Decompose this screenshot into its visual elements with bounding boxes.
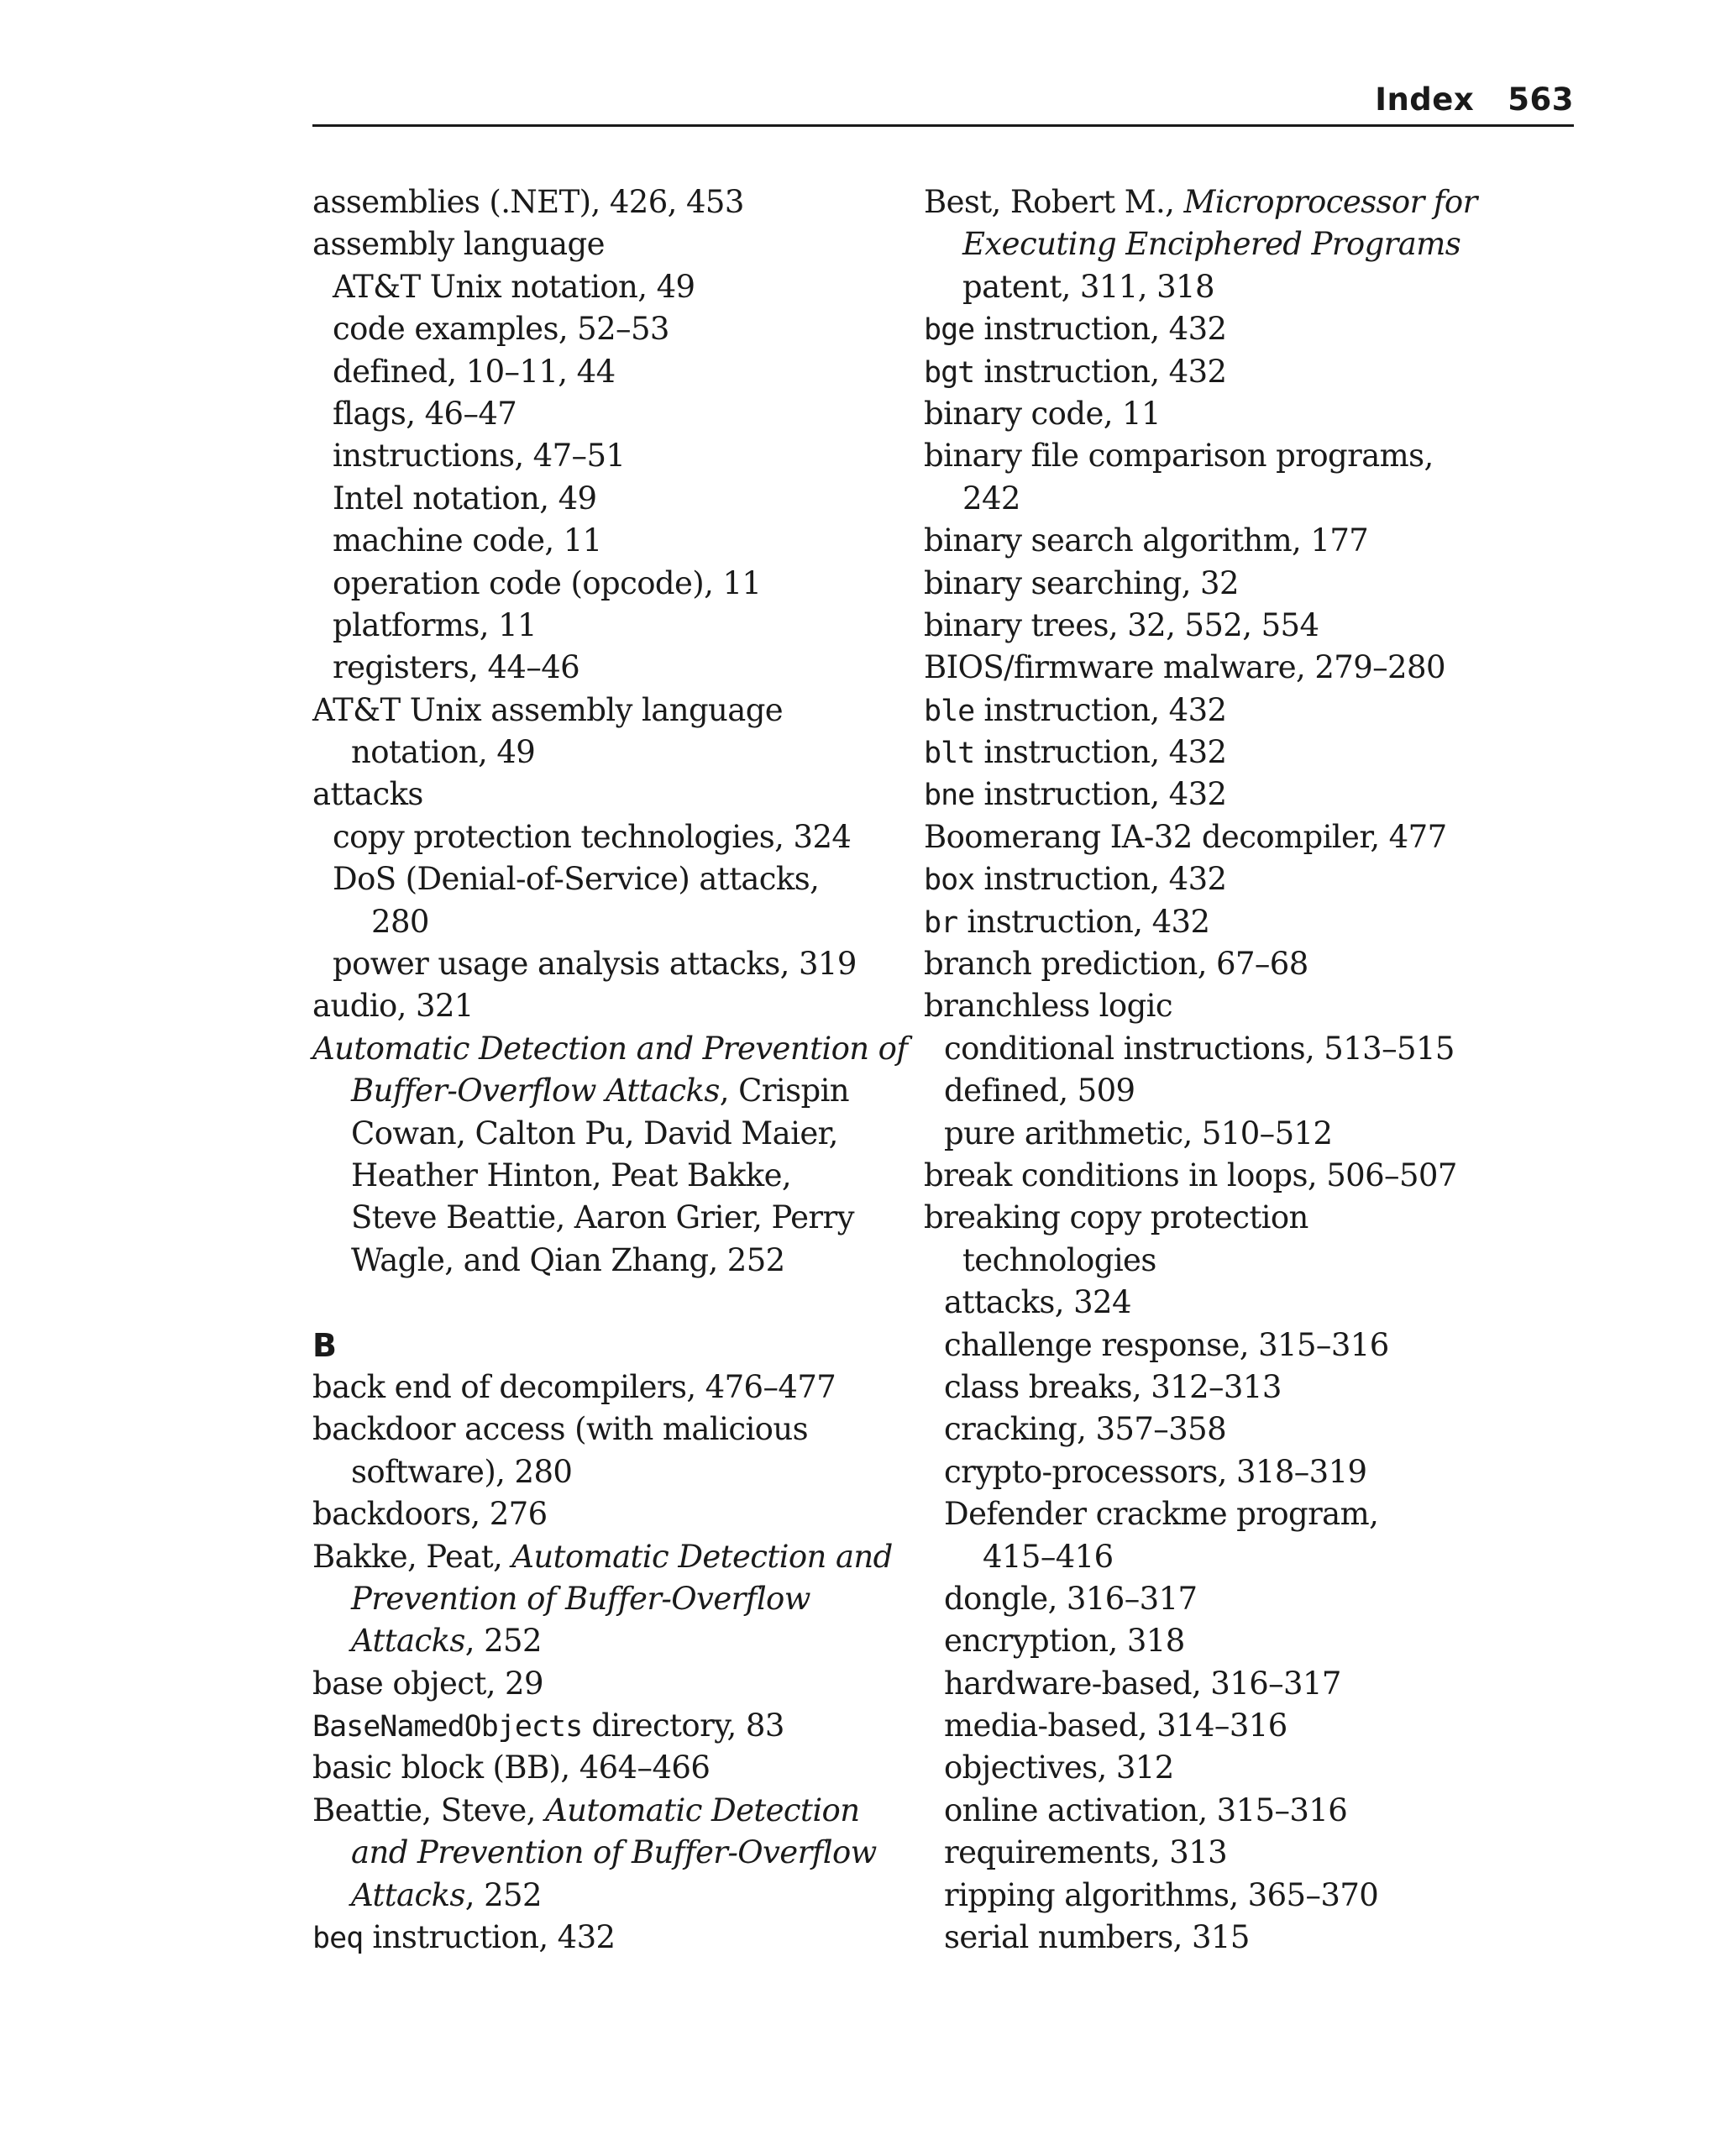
index-subentry: Defender crackme program,	[944, 1496, 1379, 1533]
index-entry	[924, 690, 1562, 732]
index-entry: assemblies (.NET), 426, 453	[312, 184, 744, 220]
index-subentry: pure arithmetic, 510–512	[944, 1115, 1333, 1151]
entry-text: instruction, 432	[974, 311, 1227, 348]
index-entry-continuation: Cowan, Calton Pu, David Maier,	[351, 1115, 838, 1151]
code-term: BaseNamedObjects	[312, 1710, 583, 1744]
index-entry-continuation	[312, 1875, 900, 1917]
entry-text: instruction, 432	[974, 734, 1227, 771]
index-entry	[924, 774, 1562, 816]
index-entry: AT&T Unix assembly language	[312, 691, 784, 728]
book-title-text: Automatic Detection	[544, 1791, 860, 1828]
index-subentry: encryption, 318	[944, 1623, 1185, 1660]
index-subentry: cracking, 357–358	[944, 1411, 1227, 1448]
entry-text: Best, Robert M.,	[924, 184, 1184, 220]
index-entry: BIOS/firmware malware, 279–280	[924, 649, 1445, 686]
code-term: bgt	[924, 355, 975, 390]
index-entry: Automatic Detection and Prevention of	[312, 1030, 908, 1067]
running-header	[312, 81, 1574, 127]
index-entry-continuation: technologies	[962, 1241, 1156, 1278]
index-entry-continuation	[312, 1620, 900, 1662]
index-entry-continuation: Steve Beattie, Aaron Grier, Perry	[351, 1199, 854, 1236]
index-entry: backdoors, 276	[312, 1496, 548, 1533]
index-subentry: operation code (opcode), 11	[333, 564, 762, 601]
code-term: bne	[924, 779, 975, 813]
code-term: beq	[312, 1922, 364, 1956]
index-entry: binary file comparison programs,	[924, 438, 1434, 475]
index-subentry: defined, 10–11, 44	[333, 353, 616, 390]
index-entry: audio, 321	[312, 988, 474, 1025]
book-title-text: Buffer-Overflow Attacks	[351, 1073, 720, 1109]
index-entry-continuation: patent, 311, 318	[962, 268, 1214, 305]
index-entry	[924, 901, 1562, 943]
code-term: br	[924, 905, 958, 940]
index-subentry: objectives, 312	[944, 1749, 1174, 1786]
index-subentry: code examples, 52–53	[333, 311, 669, 348]
index-subentry-continuation: 280	[371, 903, 429, 940]
index-entry: break conditions in loops, 506–507	[924, 1157, 1457, 1193]
entry-text: instruction, 432	[974, 691, 1227, 728]
index-entry-continuation: 242	[962, 480, 1020, 517]
entry-text: directory, 83	[582, 1707, 784, 1744]
entry-text: instruction, 432	[363, 1919, 616, 1956]
index-subentry: crypto-processors, 318–319	[944, 1453, 1367, 1490]
code-term: blt	[924, 737, 975, 771]
index-entry: Boomerang IA-32 decompiler, 477	[924, 818, 1447, 855]
book-title-text: Microprocessor for	[1183, 184, 1477, 220]
index-subentry: online activation, 315–316	[944, 1791, 1348, 1828]
index-entry: assembly language	[312, 226, 605, 263]
index-subentry: platforms, 11	[333, 606, 537, 643]
index-entry: branch prediction, 67–68	[924, 946, 1308, 983]
header-text	[1375, 82, 1574, 118]
entry-text: Bakke, Peat,	[312, 1538, 512, 1575]
index-subentry: Intel notation, 49	[333, 480, 597, 517]
index-column-right	[924, 181, 1562, 1959]
entry-text: instruction, 432	[974, 861, 1227, 898]
header-title: Index	[1375, 81, 1475, 118]
index-entry-continuation: Executing Enciphered Programs	[962, 226, 1461, 263]
entry-text: instruction, 432	[974, 353, 1227, 390]
section-heading-b: B	[312, 1326, 337, 1364]
index-entry-continuation: software), 280	[351, 1453, 573, 1490]
index-entry	[924, 308, 1562, 350]
index-entry: binary search algorithm, 177	[924, 522, 1369, 559]
section-gap	[312, 1282, 900, 1324]
index-entry-continuation	[312, 1070, 900, 1112]
index-subentry: DoS (Denial-of-Service) attacks,	[333, 861, 820, 898]
entry-text: , 252	[464, 1876, 542, 1913]
index-entry: binary searching, 32	[924, 564, 1239, 601]
entry-text: , Crispin	[719, 1073, 850, 1109]
index-subentry-continuation: 415–416	[983, 1538, 1114, 1575]
index-subentry: power usage analysis attacks, 319	[333, 946, 857, 983]
index-entry	[312, 1536, 900, 1578]
index-entry: binary trees, 32, 552, 554	[924, 606, 1319, 643]
index-subentry: ripping algorithms, 365–370	[944, 1876, 1379, 1913]
index-subentry: requirements, 313	[944, 1834, 1228, 1871]
index-subentry: AT&T Unix notation, 49	[333, 268, 695, 305]
index-entry-continuation: Heather Hinton, Peat Bakke,	[351, 1157, 792, 1193]
index-entry: back end of decompilers, 476–477	[312, 1368, 836, 1405]
entry-text: instruction, 432	[974, 776, 1227, 813]
index-entry: attacks	[312, 776, 423, 813]
index-entry: basic block (BB), 464–466	[312, 1749, 711, 1786]
index-subentry: hardware-based, 316–317	[944, 1665, 1341, 1702]
index-entry	[924, 732, 1562, 774]
index-subentry: serial numbers, 315	[944, 1919, 1250, 1956]
index-subentry: dongle, 316–317	[944, 1580, 1198, 1617]
index-entry-continuation: and Prevention of Buffer-Overflow	[351, 1834, 877, 1871]
index-entry-continuation: Wagle, and Qian Zhang, 252	[351, 1241, 785, 1278]
code-term: box	[924, 863, 975, 898]
book-title-text: Automatic Detection and	[511, 1538, 893, 1575]
index-entry	[312, 1705, 900, 1747]
index-subentry: machine code, 11	[333, 522, 602, 559]
index-entry-continuation: Prevention of Buffer-Overflow	[351, 1580, 810, 1617]
entry-text: instruction, 432	[957, 903, 1210, 940]
index-column-left	[312, 181, 908, 1959]
index-entry: breaking copy protection	[924, 1199, 1308, 1236]
index-subentry: registers, 44–46	[333, 649, 580, 686]
code-term: ble	[924, 694, 975, 728]
index-subentry: challenge response, 315–316	[944, 1326, 1389, 1363]
index-entry-continuation: notation, 49	[351, 734, 536, 771]
index-entry: backdoor access (with malicious	[312, 1411, 808, 1448]
book-title-text: Attacks	[351, 1876, 465, 1913]
index-entry	[924, 858, 1562, 900]
index-entry: binary code, 11	[924, 395, 1161, 432]
book-title-text: Attacks	[351, 1623, 465, 1660]
index-entry	[312, 1790, 900, 1832]
index-subentry: class breaks, 312–313	[944, 1368, 1282, 1405]
index-entry: base object, 29	[312, 1665, 543, 1702]
index-entry: branchless logic	[924, 988, 1173, 1025]
page-number: 563	[1508, 81, 1574, 118]
index-subentry: conditional instructions, 513–515	[944, 1030, 1455, 1067]
index-entry	[312, 1917, 900, 1959]
index-subentry: attacks, 324	[944, 1284, 1131, 1321]
index-entry	[924, 181, 1562, 223]
index-entry	[924, 351, 1562, 393]
index-subentry: media-based, 314–316	[944, 1707, 1287, 1744]
entry-text: , 252	[464, 1623, 542, 1660]
index-subentry: defined, 509	[944, 1073, 1135, 1109]
index-subentry: copy protection technologies, 324	[333, 818, 852, 855]
index-subentry: flags, 46–47	[333, 395, 517, 432]
index-subentry: instructions, 47–51	[333, 438, 626, 475]
code-term: bge	[924, 313, 975, 348]
entry-text: Beattie, Steve,	[312, 1791, 545, 1828]
